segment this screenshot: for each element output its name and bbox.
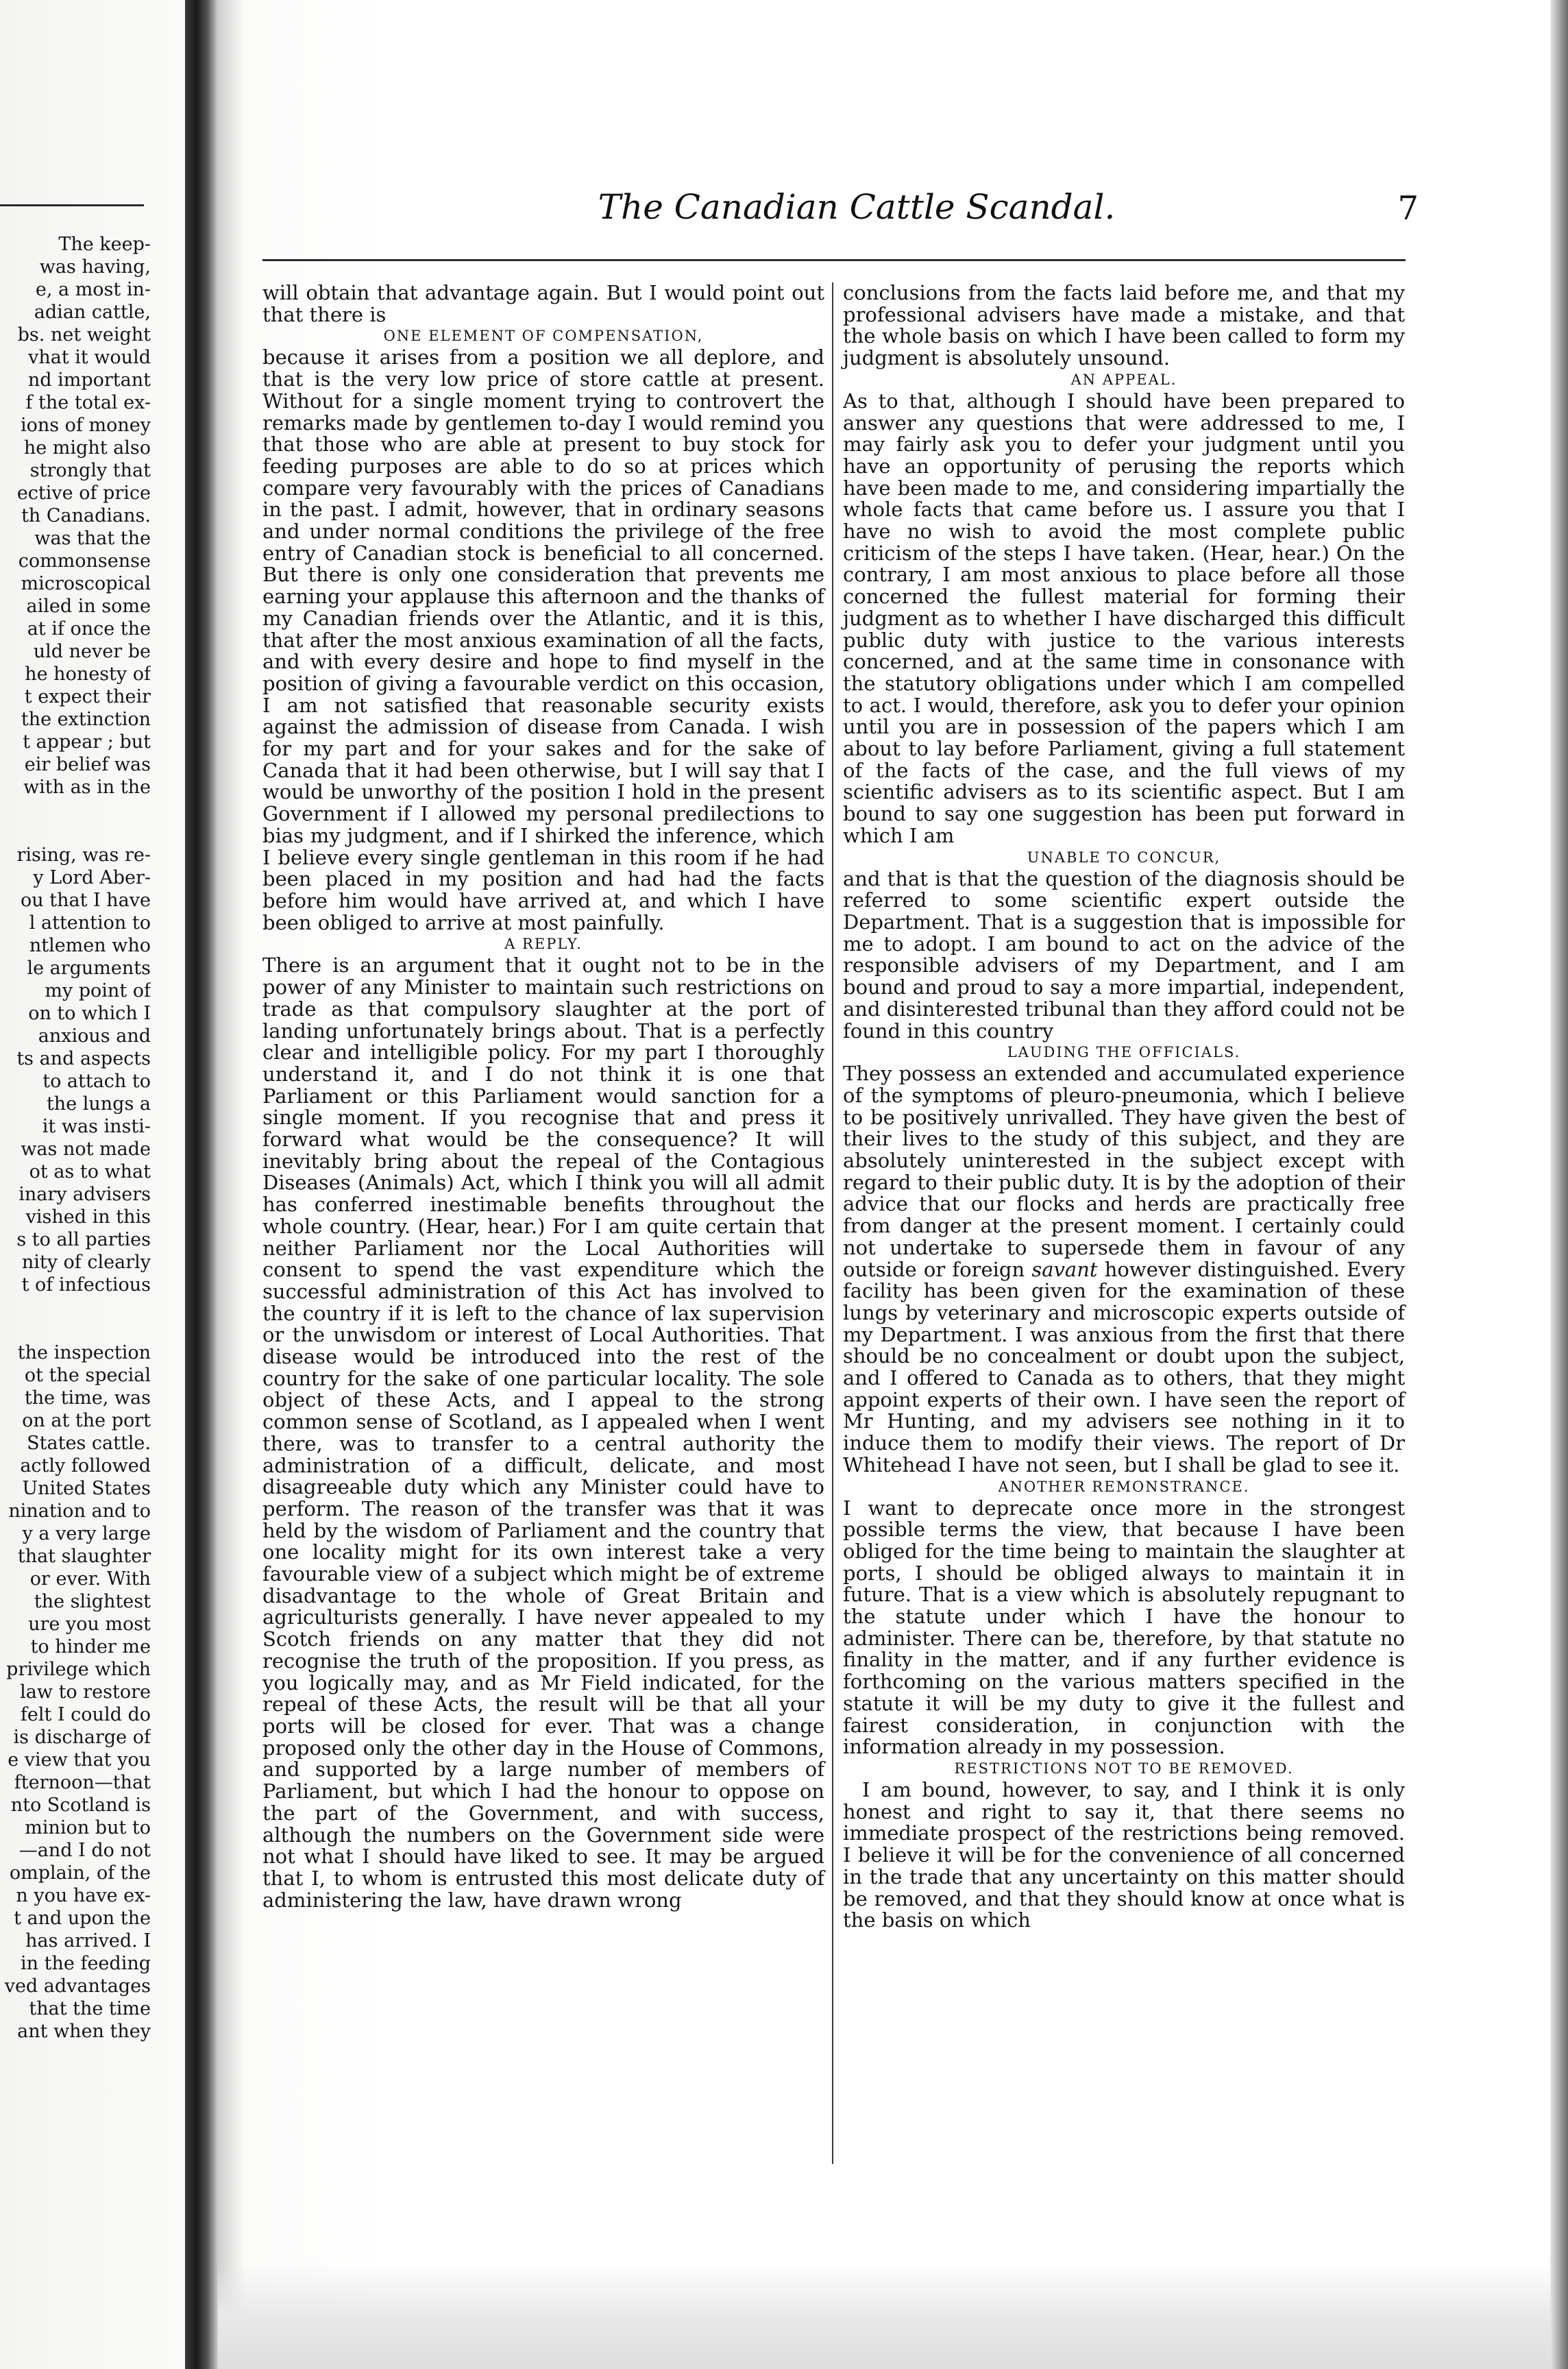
section-subheading: RESTRICTIONS NOT TO BE REMOVED. xyxy=(954,1760,1294,1777)
fragment-line: t and upon the xyxy=(14,1908,151,1929)
fragment-line: e view that you xyxy=(8,1749,151,1771)
fragment-line: the inspection xyxy=(17,1342,151,1363)
article-paragraph: They possess an extended and accumulated experience of the symptoms of pleuro-pneumonia, which I believe to be positively unrivalled. They have given the best of their lives to the study of this subject, and they are absolutely uninterested in the subject except with regard to their public duty. It is by the adoption of their advice that our flocks and herds are practically free from danger at the present moment. I certainly could not undertake to supersede them in favour of any outside or foreign savant however distinguished. Every facility has been given for the examination of these lungs by veterinary and microscopic experts outside of my Department. I was anxious from the first that there should be no concealment or doubt upon the subject, and I offered to Canada as to others, that they might appoint experts of their own. I have seen the report of Mr Hunting, and my advisers see nothing in it to induce them to modify their views. The report of Dr Whitehead I have not seen, but I shall be glad to see it. xyxy=(843,1062,1406,1477)
fragment-line: he might also xyxy=(23,437,151,459)
article-paragraph: because it arises from a position we all deplore, and that is the very low price of store cattle at present. Without for a single moment trying to controvert the remarks made by gentlemen to-day I would remind you that those who are able at present to buy stock for feeding purposes are able to do so at prices which compare very favourably with the prices of Canadians in the past. I admit, however, that in ordinary seasons and under normal conditions the privilege of the free entry of Canadian stock is beneficial to all concerned. But there is only one consideration that prevents me earning your applause this afternoon and the thanks of my Canadian friends over the Atlantic, and it is this, that after the most anxious examination of all the facts, and with every desire and hope to find myself in the position of giving a favourable verdict on this occasion, I am not satisfied that reasonable security exists against the admission of disease from Canada. I wish for my part and for your sakes and for the sake of Canada that it had been otherwise, but I will say that I would be unworthy of the position I hold in the present Government if I allowed my personal predilections to bias my judgment, and if I shirked the inference, which I believe every single gentleman in this room if he had been placed in my position and had had the facts before him would have arrived at, and which I have been obliged to arrive at most painfully. xyxy=(262,345,824,934)
fragment-line: commonsense xyxy=(18,550,151,572)
fragment-line: omplain, of the xyxy=(9,1862,151,1884)
article-column-right xyxy=(843,282,1405,1932)
gutter-shadow xyxy=(218,0,245,2369)
fragment-line: with as in the xyxy=(23,777,151,798)
fragment-line: minion but to xyxy=(25,1817,151,1838)
section-subheading: AN APPEAL. xyxy=(1070,371,1177,388)
column-divider xyxy=(832,282,833,2164)
fragment-line: on to which I xyxy=(28,1003,151,1024)
fragment-line: the time, was xyxy=(24,1387,151,1409)
fragment-line: the extinction xyxy=(21,709,151,730)
fragment-line: n you have ex- xyxy=(16,1885,151,1906)
fragment-line: ot the special xyxy=(24,1365,151,1386)
fragment-line: ant when they xyxy=(17,2021,151,2042)
fragment-line: actly followed xyxy=(20,1455,151,1477)
facing-page-fragment xyxy=(0,233,151,2043)
fragment-line: at if once the xyxy=(27,618,151,640)
header-rule xyxy=(262,259,1406,261)
page-number: 7 xyxy=(1397,189,1419,228)
fragment-line: nination and to xyxy=(8,1501,151,1522)
fragment-line: ntlemen who xyxy=(29,935,151,956)
fragment-line: to hinder me xyxy=(30,1636,151,1657)
fragment-line: vished in this xyxy=(25,1206,151,1228)
italic-word: savant xyxy=(1031,1257,1098,1281)
fragment-line: y a very large xyxy=(22,1523,151,1544)
article-paragraph: As to that, although I should have been prepared to answer any questions that were addressed to me, I may fairly ask you to defer your judgment until you have an opportunity of perusing the reports which have been made to me, and considering impartially the whole facts that came before us. I assure you that I have no wish to avoid the most complete public criticism of the steps I have taken. (Hear, hear.) On the contrary, I am most anxious to place before all those concerned the fullest material for forming their judgment as to whether I have discharged this difficult public duty with justice to the various interests concerned, and at the same time in consonance with the statutory obligations under which I am compelled to act. I would, therefore, ask you to defer your opinion until you are in possession of the papers which I am about to lay before Parliament, giving a full statement of the facts of the case, and the full views of my scientific advisers as to its scientific aspect. But I am bound to say one suggestion has been put forward in which I am xyxy=(843,389,1405,847)
section-subheading: A REPLY. xyxy=(504,936,583,953)
fragment-line: The keep- xyxy=(58,234,151,255)
fragment-line: le arguments xyxy=(27,958,151,979)
fragment-line: l attention to xyxy=(29,912,151,934)
fragment-line: nity of clearly xyxy=(21,1252,151,1273)
fragment-line: f the total ex- xyxy=(25,392,151,413)
fragment-line: the slightest xyxy=(34,1591,151,1612)
fragment-line: —and I do not xyxy=(19,1840,151,1861)
fragment-line: he honesty of xyxy=(25,664,151,685)
fragment-line: ts and aspects xyxy=(16,1048,151,1069)
fragment-line: rising, was re- xyxy=(16,845,151,866)
fragment-gap xyxy=(0,1296,151,1341)
fragment-line: my point of xyxy=(45,980,151,1001)
fragment-line: ective of price xyxy=(16,483,151,504)
fragment-line: ot as to what xyxy=(29,1161,151,1182)
fragment-gap xyxy=(0,799,151,844)
fragment-line: on at the port xyxy=(22,1410,151,1431)
article-paragraph: and that is that the question of the diagnosis should be referred to some scientific expert outside the Department. That is a suggestion that is impossible for me to adopt. I am bound to act on the advice of the responsible advisers of my Department, and I am bound and proud to say a more impartial, independent, and disinterested tribunal than they afford could not be found in this country xyxy=(843,866,1406,1043)
article-paragraph: will obtain that advantage again. But I would point out that there is xyxy=(262,281,824,326)
fragment-line: that the time xyxy=(29,1998,151,2019)
fragment-line: strongly that xyxy=(29,460,151,481)
facing-page-header-rule xyxy=(0,204,144,206)
section-subheading: UNABLE TO CONCUR, xyxy=(1027,849,1221,866)
fragment-line: th Canadians. xyxy=(21,505,151,526)
fragment-line: e, a most in- xyxy=(35,279,151,300)
article-column-left xyxy=(262,282,824,1911)
article-paragraph: I am bound, however, to say, and I think it is only honest and right to say it, that there seems no immediate prospect of the restrictions being removed. I believe it will be for the convenience of all concerned in the trade that any uncertainty on this matter should be removed, and that they should know at once what is the basis on which xyxy=(843,1778,1405,1932)
fragment-line: uld never be xyxy=(33,641,151,662)
fragment-line: is discharge of xyxy=(13,1727,151,1748)
fragment-line: t of infectious xyxy=(21,1274,151,1296)
fragment-line: that slaughter xyxy=(17,1546,151,1567)
article-paragraph: There is an argument that it ought not to be in the power of any Minister to maintain such restrictions on trade as that compulsory slaughter at the port of landing unfortunately brings about. That is a perfectly clear and intelligible policy. For my part I thoroughly understand it, and I do not think it is one that Parliament or this Parliament would sanction for a single moment. If you recognise that and press it forward what would be the consequence? It will inevitably bring about the repeal of the Contagious Diseases (Animals) Act, which I think you will all admit has conferred inestimable benefits throughout the whole country. (Hear, hear.) For I am quite certain that neither Parliament nor the Local Authorities will consent to spend the vast expenditure which the successful administration of this Act has involved to the country if it is left to the chance of lax supervision or the unwisdom or interest of Local Authorities. That disease would be introduced into the rest of the country for the sake of one particular locality. The sole object of these Acts, and I appeal to the strong common sense of Scotland, as I appealed when I went there, was to transfer to a central authority the administration of a difficult, delicate, and most disagreeable duty which any Minister could have to perform. The reason of the transfer was that it was held by the wisdom of Parliament and the country that one locality might for its own interest take a very favourable view of a subject which might be of extreme disadvantage to the whole of Great Britain and agriculturists generally. I have never appealed to my Scotch friends on any matter that they did not recognise the truth of the proposition. If you press, as you logically may, and as Mr Field indicated, for the repeal of these Acts, the result will be that all your ports will be closed for ever. That was a change proposed only the other day in the House of Commons, and supported by a large number of members of Parliament, but which I had the honour to oppose on the part of the Government, and with success, although the numbers on the Government side were not what I should have liked to see. It may be argued that I, to whom is entrusted this most delicate duty of administering the law, have drawn wrong xyxy=(262,953,824,1912)
page-edge xyxy=(1550,0,1568,2369)
article-paragraph: conclusions from the facts laid before me, and that my professional advisers have made a mistake, and that the whole basis on which I have been called to form my judgment is absolutely unsound. xyxy=(843,281,1405,370)
fragment-line: bs. net weight xyxy=(17,324,151,345)
fragment-line: nd important xyxy=(27,369,151,391)
fragment-line: fternoon—that xyxy=(14,1772,151,1793)
fragment-line: was not made xyxy=(21,1139,151,1160)
fragment-line: it was insti- xyxy=(42,1116,151,1137)
fragment-line: has arrived. I xyxy=(25,1930,151,1952)
fragment-line: ou that I have xyxy=(21,890,151,911)
fragment-line: t appear ; but xyxy=(23,731,151,753)
fragment-line: States cattle. xyxy=(27,1433,151,1454)
fragment-line: nto Scotland is xyxy=(10,1795,151,1816)
article-paragraph: I want to deprecate once more in the strongest possible terms the view, that because I have been obliged for the time being to maintain the slaughter at ports, I should be obliged always to maintain it in future. That is a view which is absolutely repugnant to the statute under which I have the honour to administer. There can be, therefore, by that statute no finality in the matter, and if any further evidence is forthcoming on the various matters specified in the statute it will be my duty to give it the fullest and fairest consideration, in conjunction with the information already in my possession. xyxy=(843,1496,1405,1759)
fragment-line: United States xyxy=(22,1478,151,1499)
section-subheading: ONE ELEMENT OF COMPENSATION, xyxy=(383,328,704,345)
fragment-line: inary advisers xyxy=(19,1184,151,1205)
fragment-line: was having, xyxy=(39,256,151,278)
fragment-line: privilege which xyxy=(6,1659,151,1680)
fragment-line: microscopical xyxy=(21,573,151,594)
fragment-line: t expect their xyxy=(24,686,151,707)
fragment-line: eir belief was xyxy=(24,754,151,775)
fragment-line: anxious and xyxy=(38,1025,151,1047)
book-gutter xyxy=(185,0,218,2369)
fragment-line: ions of money xyxy=(20,415,151,436)
fragment-line: vhat it would xyxy=(28,347,151,368)
fragment-line: was that the xyxy=(34,528,151,549)
page-bottom-margin xyxy=(218,2262,1550,2369)
fragment-line: the lungs a xyxy=(46,1093,151,1115)
fragment-line: adian cattle, xyxy=(34,302,151,323)
running-title: The Canadian Cattle Scandal. xyxy=(598,187,1116,227)
fragment-line: in the feeding xyxy=(21,1953,151,1974)
fragment-line: felt I could do xyxy=(20,1704,151,1725)
fragment-line: ure you most xyxy=(28,1614,151,1635)
fragment-line: y Lord Aber- xyxy=(33,867,151,888)
fragment-line: or ever. With xyxy=(29,1568,151,1590)
fragment-line: ailed in some xyxy=(26,596,151,617)
section-subheading: LAUDING THE OFFICIALS. xyxy=(1007,1044,1241,1061)
fragment-line: to attach to xyxy=(42,1071,151,1092)
fragment-line: ved advantages xyxy=(4,1976,151,1997)
fragment-line: law to restore xyxy=(20,1681,151,1703)
fragment-line: s to all parties xyxy=(16,1229,151,1250)
section-subheading: ANOTHER REMONSTRANCE. xyxy=(998,1478,1250,1495)
